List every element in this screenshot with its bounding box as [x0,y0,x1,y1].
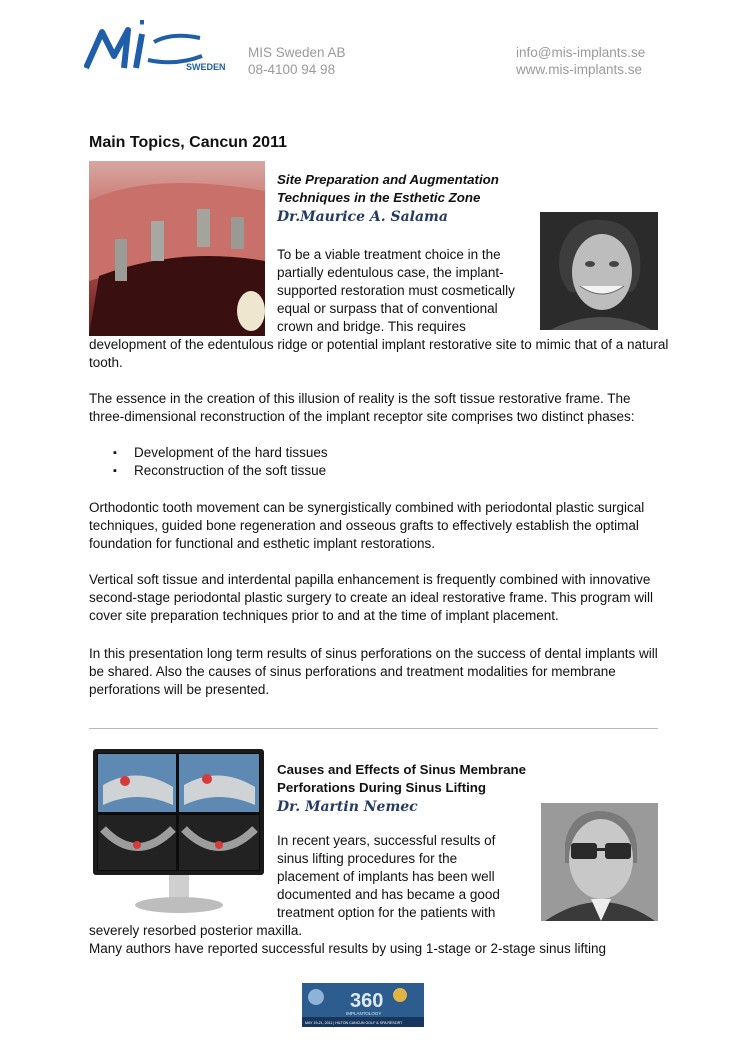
talk2-intro [277,832,533,922]
talk1-intro-line: partially edentulous case, the implant- [277,265,504,280]
company-info [248,44,346,78]
mis-sweden-logo [84,20,234,74]
badge-footer-text: MAY 19-21, 2011 | HILTON CANCUN GOLF & SPA RESORT [305,1021,403,1025]
talk2-intro-line: placement of implants has been well [277,869,495,884]
talk1-intro-continued: development of the edentulous ridge or potential implant restorative site to mimic that of a natural tooth. [89,337,669,370]
conference-badge [302,983,424,1027]
talk2-title-line2: Perforations During Sinus Lifting [277,780,487,795]
talk1-title-line1: Site Preparation and Augmentation [277,172,499,187]
talk2-title [277,761,526,797]
section-divider [89,728,658,729]
ct-scan-monitor-image [89,745,268,923]
talk1-intro-line: supported restoration must cosmetically [277,283,515,298]
list-item: ▪ Reconstruction of the soft tissue [113,462,328,480]
contact-website[interactable]: www.mis-implants.se [516,62,643,77]
company-name: MIS Sweden AB [248,45,346,60]
talk1-intro-line: crown and bridge. This requires [277,319,466,334]
list-item: ▪ Development of the hard tissues [113,444,328,462]
talk2-speaker: Dr. Martin Nemec [277,799,418,815]
talk1-paragraph-4: Vertical soft tissue and interdental papilla enhancement is frequently combined with innovative second-stage periodontal plastic surgery to create an ideal restorative frame. This program will cover site preparation techniques prior to and at the time of implant placement. [89,572,654,623]
talk1-paragraph-5: In this presentation long term results of sinus perforations on the success of dental implants will be shared. Also the causes of sinus perforations and treatment modalities for membrane perforations will be presented. [89,646,658,697]
speaker-portrait-nemec [541,803,658,921]
page-title: Main Topics, Cancun 2011 [89,134,287,151]
talk1-title [277,171,499,207]
speaker-portrait-salama [540,212,658,330]
contact-email[interactable]: info@mis-implants.se [516,45,646,60]
talk2-intro-line: sinus lifting procedures for the [277,851,458,866]
talk1-bullet-list [113,444,328,480]
contact-info [516,44,645,78]
talk1-intro-line: To be a viable treatment choice in the [277,247,501,262]
talk2-intro-line: In recent years, successful results of [277,833,496,848]
talk1-intro-line: equal or surpass that of conventional [277,301,498,316]
talk1-paragraph-2: The essence in the creation of this illusion of reality is the soft tissue restorative frame. The three-dimensional reconstruction of the implant receptor site comprises two distinct phases: [89,391,635,424]
talk2-intro-cont-line: Many authors have reported successful results by using 1-stage or 2-stage sinus lifting [89,941,607,956]
logo-subtext: SWEDEN [186,62,226,72]
talk2-intro-line: documented and has became a good [277,887,500,902]
dental-implant-photo [89,161,265,336]
talk1-title-line2: Techniques in the Esthetic Zone [277,190,481,205]
badge-small-text: IMPLANTOLOGY [346,1011,382,1016]
badge-big-text: 360 [350,990,384,1012]
talk1-speaker: Dr.Maurice A. Salama [277,209,448,225]
company-phone: 08-4100 94 98 [248,62,336,77]
talk2-title-line1: Causes and Effects of Sinus Membrane [277,762,527,777]
talk2-intro-line: treatment option for the patients with [277,905,496,920]
talk1-paragraph-3: Orthodontic tooth movement can be synergistically combined with periodontal plastic surgical techniques, guided bone regeneration and osseous grafts to effectively establish the optimal foundation for functional and esthetic implant restorations. [89,500,645,551]
talk1-intro [277,246,533,336]
talk2-intro-continued [89,922,669,958]
talk2-intro-cont-line: severely resorbed posterior maxilla. [89,923,303,938]
